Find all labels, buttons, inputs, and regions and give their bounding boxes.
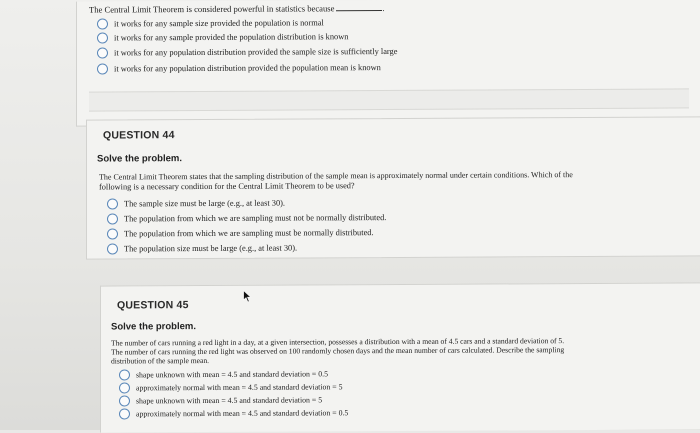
option-label: it works for any population distribution provided the population mean is known bbox=[114, 63, 381, 74]
answer-option[interactable] bbox=[97, 31, 348, 43]
question-stem: The Central Limit Theorem is considered powerful in statistics because bbox=[89, 3, 335, 15]
question-instruction: Solve the problem. bbox=[97, 153, 182, 165]
answer-option[interactable] bbox=[97, 17, 324, 29]
radio-button[interactable] bbox=[97, 47, 108, 58]
radio-button[interactable] bbox=[119, 408, 130, 419]
question-card-44 bbox=[86, 116, 700, 259]
radio-button[interactable] bbox=[107, 198, 118, 209]
answer-option[interactable] bbox=[119, 394, 322, 406]
answer-option[interactable] bbox=[107, 212, 386, 224]
option-label: shape unknown with mean = 4.5 and standard deviation = 0.5 bbox=[136, 369, 328, 380]
answer-option[interactable] bbox=[107, 227, 374, 239]
radio-button[interactable] bbox=[119, 369, 130, 380]
option-label: The sample size must be large (e.g., at least 30). bbox=[124, 198, 286, 209]
question-card-previous bbox=[76, 0, 700, 127]
question-number: QUESTION 44 bbox=[103, 129, 175, 142]
question-suffix: . bbox=[382, 3, 385, 14]
radio-button[interactable] bbox=[119, 395, 130, 406]
option-label: shape unknown with mean = 4.5 and standard deviation = 5 bbox=[136, 395, 323, 406]
question-text-line: The number of cars running the red light was observed on 100 randomly chosen days and the mean number of cars calculated. Describe the sampling bbox=[111, 345, 565, 357]
mouse-cursor-icon bbox=[243, 290, 252, 303]
question-card-45 bbox=[100, 282, 700, 432]
answer-option[interactable] bbox=[97, 46, 397, 59]
answer-option[interactable] bbox=[107, 243, 297, 255]
question-text bbox=[89, 3, 385, 15]
option-label: approximately normal with mean = 4.5 and standard deviation = 5 bbox=[136, 382, 343, 393]
radio-button[interactable] bbox=[107, 213, 118, 224]
answer-blank bbox=[336, 3, 385, 14]
question-text-line: distribution of the sample mean. bbox=[111, 356, 210, 366]
question-text bbox=[99, 169, 697, 192]
question-text-line: following is a necessary condition for the Central Limit Theorem to be used? bbox=[99, 181, 355, 192]
question-text bbox=[111, 335, 697, 365]
radio-button[interactable] bbox=[97, 63, 108, 74]
question-number: QUESTION 45 bbox=[117, 299, 189, 312]
option-label: it works for any sample size provided the population is normal bbox=[114, 18, 324, 29]
option-label: approximately normal with mean = 4.5 and standard deviation = 0.5 bbox=[136, 408, 349, 419]
answer-option[interactable] bbox=[107, 198, 285, 210]
radio-button[interactable] bbox=[119, 382, 130, 393]
radio-button[interactable] bbox=[97, 32, 108, 43]
answer-option[interactable] bbox=[119, 381, 342, 393]
option-label: it works for any population distribution provided the sample size is sufficiently large bbox=[114, 46, 398, 58]
option-label: The population size must be large (e.g., at least 30). bbox=[124, 243, 298, 254]
answer-option[interactable] bbox=[119, 407, 348, 419]
answer-option[interactable] bbox=[119, 368, 328, 380]
option-label: it works for any sample provided the population distribution is known bbox=[114, 32, 349, 43]
option-label: The population from which we are sampling must be normally distributed. bbox=[124, 228, 374, 239]
question-text-line: The Central Limit Theorem states that the sampling distribution of the sample mean is approximately normal under certain conditions. Which of the bbox=[99, 170, 573, 182]
radio-button[interactable] bbox=[107, 228, 118, 239]
question-instruction: Solve the problem. bbox=[111, 321, 196, 333]
question-separator bbox=[89, 88, 689, 111]
option-label: The population from which we are sampling must not be normally distributed. bbox=[124, 213, 387, 224]
answer-option[interactable] bbox=[97, 62, 381, 74]
radio-button[interactable] bbox=[97, 18, 108, 29]
radio-button[interactable] bbox=[107, 243, 118, 254]
question-text-line: The number of cars running a red light in a day, at a given intersection, possesses a distribution with a mean of 4.5 cars and a standard deviation of 5. bbox=[111, 336, 565, 348]
